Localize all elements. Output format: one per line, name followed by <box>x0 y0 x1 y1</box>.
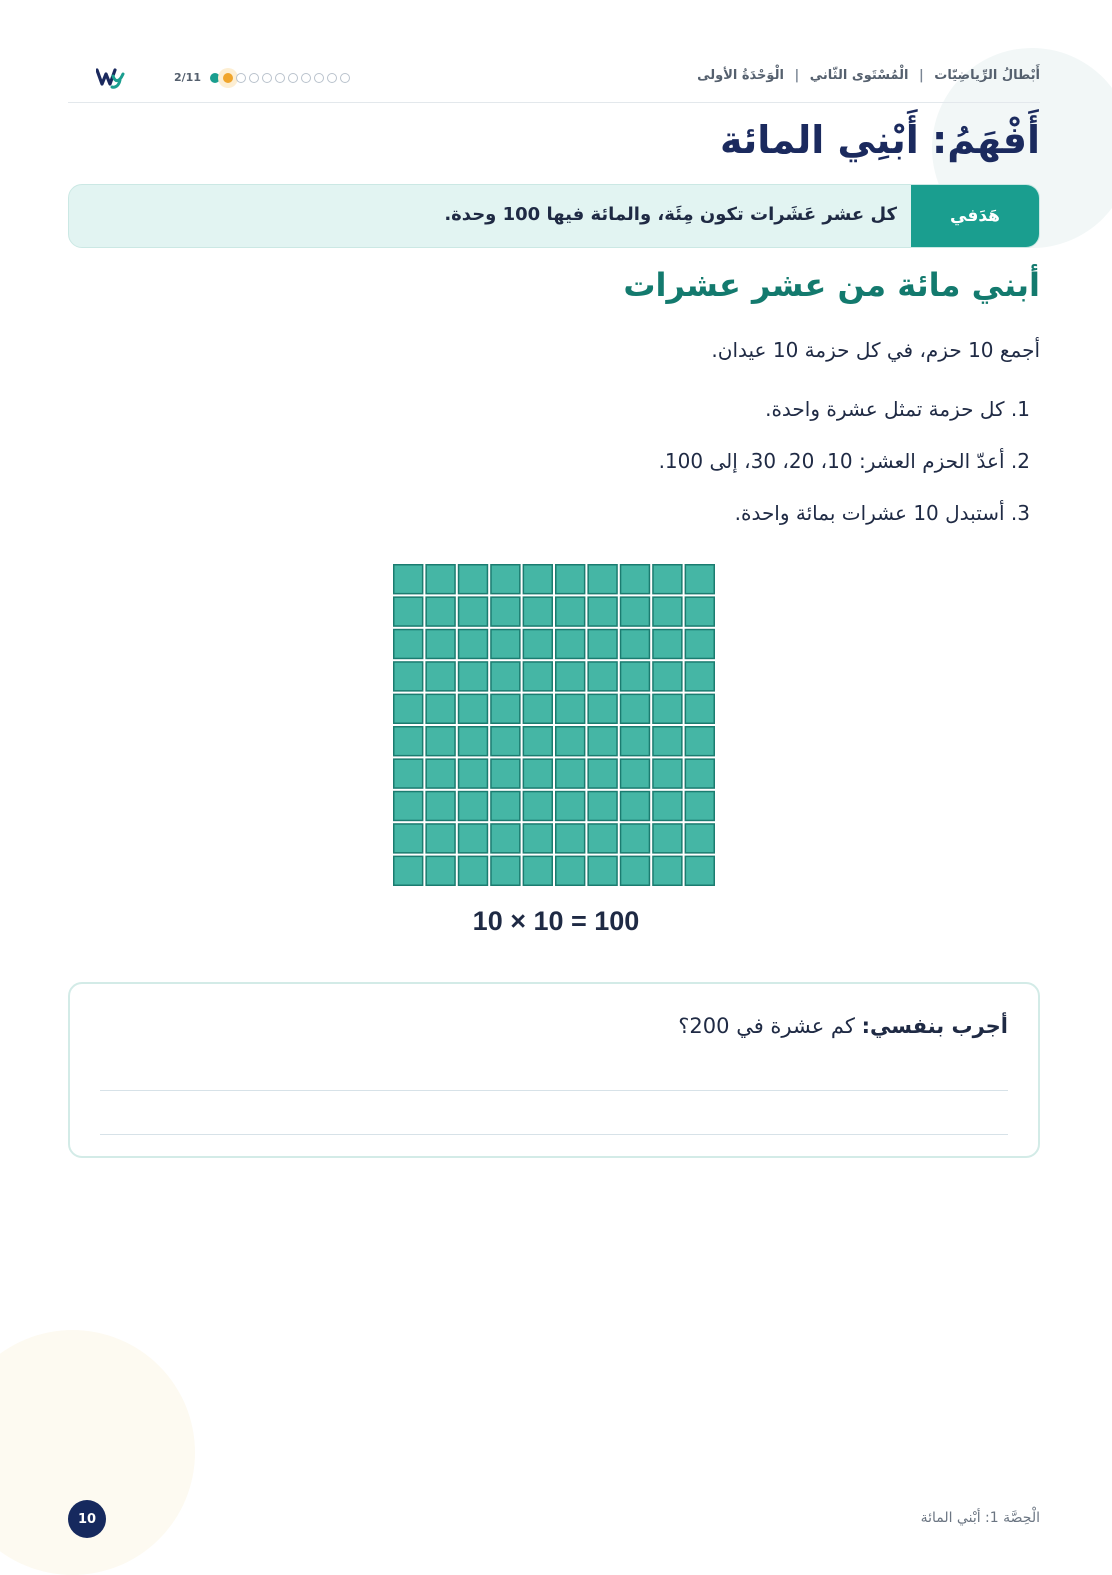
grid-unit-square <box>426 824 455 853</box>
grid-unit-square <box>491 824 520 853</box>
decorative-circle-bottom <box>0 1330 195 1575</box>
grid-unit-square <box>394 565 423 594</box>
grid-unit-square <box>588 824 617 853</box>
grid-unit-square <box>621 792 650 821</box>
grid-unit-square <box>621 565 650 594</box>
grid-unit-square <box>653 694 682 723</box>
hundred-grid-svg <box>393 564 715 886</box>
grid-unit-square <box>459 565 488 594</box>
grid-unit-square <box>685 759 714 788</box>
wy-logo-icon <box>96 66 126 90</box>
page-number-badge: 10 <box>68 1500 106 1538</box>
grid-unit-square <box>685 792 714 821</box>
try-it-question: كم عشرة في 200؟ <box>678 1014 862 1038</box>
grid-unit-square <box>426 856 455 885</box>
grid-unit-square <box>523 597 552 626</box>
grid-unit-square <box>459 792 488 821</box>
breadcrumb <box>697 68 1040 83</box>
breadcrumb-level: الْمُسْتَوى الثّاني <box>809 68 909 83</box>
grid-unit-square <box>556 694 585 723</box>
grid-unit-square <box>491 565 520 594</box>
progress-dot-current <box>223 73 233 83</box>
steps-list <box>659 396 1030 552</box>
grid-unit-square <box>588 597 617 626</box>
grid-unit-square <box>588 694 617 723</box>
grid-unit-square <box>653 727 682 756</box>
grid-unit-square <box>621 662 650 691</box>
progress-dot <box>327 73 337 83</box>
grid-unit-square <box>556 856 585 885</box>
grid-unit-square <box>653 856 682 885</box>
page-header <box>68 60 1040 103</box>
grid-unit-square <box>523 824 552 853</box>
goal-label: هَدَفي <box>911 185 1039 247</box>
grid-unit-square <box>459 727 488 756</box>
grid-unit-square <box>459 630 488 659</box>
grid-unit-square <box>523 727 552 756</box>
progress-indicator <box>174 71 350 84</box>
grid-unit-square <box>588 792 617 821</box>
grid-unit-square <box>685 630 714 659</box>
progress-dot <box>249 73 259 83</box>
goal-text <box>444 204 897 225</box>
grid-unit-square <box>394 856 423 885</box>
grid-unit-square <box>491 727 520 756</box>
grid-unit-square <box>459 824 488 853</box>
grid-unit-square <box>394 727 423 756</box>
progress-count: 2/11 <box>174 71 201 84</box>
grid-unit-square <box>685 824 714 853</box>
progress-dot <box>236 73 246 83</box>
grid-unit-square <box>556 565 585 594</box>
grid-unit-square <box>523 694 552 723</box>
grid-unit-square <box>621 694 650 723</box>
grid-unit-square <box>491 630 520 659</box>
grid-unit-square <box>426 630 455 659</box>
goal-text-start: كل عشر عَشَرات تكون مِئَة، والمائة فيها <box>540 204 897 225</box>
grid-unit-square <box>426 597 455 626</box>
grid-unit-square <box>523 565 552 594</box>
grid-unit-square <box>621 759 650 788</box>
grid-unit-square <box>459 694 488 723</box>
grid-unit-square <box>653 759 682 788</box>
progress-dot <box>262 73 272 83</box>
grid-unit-square <box>426 694 455 723</box>
grid-unit-square <box>491 792 520 821</box>
section-title: أبني مائة من عشر عشرات <box>623 266 1040 304</box>
grid-unit-square <box>588 630 617 659</box>
grid-unit-square <box>621 727 650 756</box>
grid-unit-square <box>459 856 488 885</box>
grid-unit-square <box>556 792 585 821</box>
grid-unit-square <box>394 630 423 659</box>
grid-unit-square <box>685 565 714 594</box>
grid-unit-square <box>394 759 423 788</box>
grid-unit-square <box>394 824 423 853</box>
grid-unit-square <box>588 565 617 594</box>
grid-unit-square <box>523 630 552 659</box>
breadcrumb-separator: | <box>919 68 924 83</box>
grid-unit-square <box>459 759 488 788</box>
grid-unit-square <box>426 792 455 821</box>
grid-unit-square <box>588 727 617 756</box>
grid-unit-square <box>621 597 650 626</box>
grid-unit-square <box>491 856 520 885</box>
step-item: 2. أعدّ الحزم العشر: 10، 20، 30، إلى 100. <box>658 449 1030 473</box>
grid-unit-square <box>556 597 585 626</box>
footer-lesson: الْحِصَّة 1: أبْني المائة <box>920 1510 1040 1526</box>
grid-unit-square <box>426 759 455 788</box>
grid-unit-square <box>621 824 650 853</box>
grid-unit-square <box>491 662 520 691</box>
answer-line[interactable] <box>100 1134 1008 1135</box>
grid-unit-square <box>621 630 650 659</box>
try-it-box <box>68 982 1040 1158</box>
step-item: 1. كل حزمة تمثل عشرة واحدة. <box>765 397 1030 421</box>
grid-unit-square <box>653 792 682 821</box>
grid-unit-square <box>588 759 617 788</box>
goal-number: 100 <box>502 204 541 225</box>
progress-dot <box>340 73 350 83</box>
grid-unit-square <box>685 856 714 885</box>
grid-unit-square <box>523 856 552 885</box>
grid-unit-square <box>653 824 682 853</box>
grid-unit-square <box>685 694 714 723</box>
grid-unit-square <box>426 662 455 691</box>
grid-unit-square <box>459 597 488 626</box>
grid-unit-square <box>685 662 714 691</box>
grid-unit-square <box>588 856 617 885</box>
grid-unit-square <box>426 565 455 594</box>
grid-unit-square <box>394 694 423 723</box>
try-it-prompt <box>678 1014 1008 1038</box>
grid-unit-square <box>426 727 455 756</box>
step-item: 3. أستبدل 10 عشرات بمائة واحدة. <box>734 501 1030 525</box>
grid-unit-square <box>653 565 682 594</box>
goal-box <box>68 184 1040 248</box>
grid-unit-square <box>556 824 585 853</box>
grid-unit-square <box>685 597 714 626</box>
grid-unit-square <box>556 759 585 788</box>
breadcrumb-series: أَبْطالُ الرِّياضِيّات <box>934 68 1040 83</box>
grid-unit-square <box>491 694 520 723</box>
hundred-grid <box>393 564 715 886</box>
grid-unit-square <box>621 856 650 885</box>
grid-unit-square <box>459 662 488 691</box>
grid-unit-square <box>394 792 423 821</box>
progress-dot <box>301 73 311 83</box>
grid-unit-square <box>523 662 552 691</box>
breadcrumb-unit: الْوَحْدَةُ الأولى <box>697 68 784 83</box>
grid-unit-square <box>556 662 585 691</box>
grid-unit-square <box>523 759 552 788</box>
grid-unit-square <box>556 630 585 659</box>
grid-unit-square <box>685 727 714 756</box>
goal-text-end: وحدة. <box>444 204 503 225</box>
grid-unit-square <box>523 792 552 821</box>
page-title: أَفْهَمُ: أَبْنِي المائة <box>719 118 1040 162</box>
grid-unit-square <box>653 630 682 659</box>
grid-unit-square <box>491 597 520 626</box>
grid-unit-square <box>653 597 682 626</box>
try-it-label: أجرب بنفسي: <box>861 1014 1008 1038</box>
grid-unit-square <box>394 597 423 626</box>
equation: 10 × 10 = 100 <box>472 906 640 936</box>
progress-dot-done <box>210 73 220 83</box>
progress-dot <box>275 73 285 83</box>
breadcrumb-separator: | <box>794 68 800 83</box>
answer-line[interactable] <box>100 1090 1008 1091</box>
grid-unit-square <box>394 662 423 691</box>
intro-text: أجمع 10 حزم، في كل حزمة 10 عيدان. <box>711 338 1040 362</box>
grid-unit-square <box>556 727 585 756</box>
progress-dot <box>314 73 324 83</box>
progress-dot <box>288 73 298 83</box>
grid-unit-square <box>588 662 617 691</box>
grid-unit-square <box>653 662 682 691</box>
grid-unit-square <box>491 759 520 788</box>
